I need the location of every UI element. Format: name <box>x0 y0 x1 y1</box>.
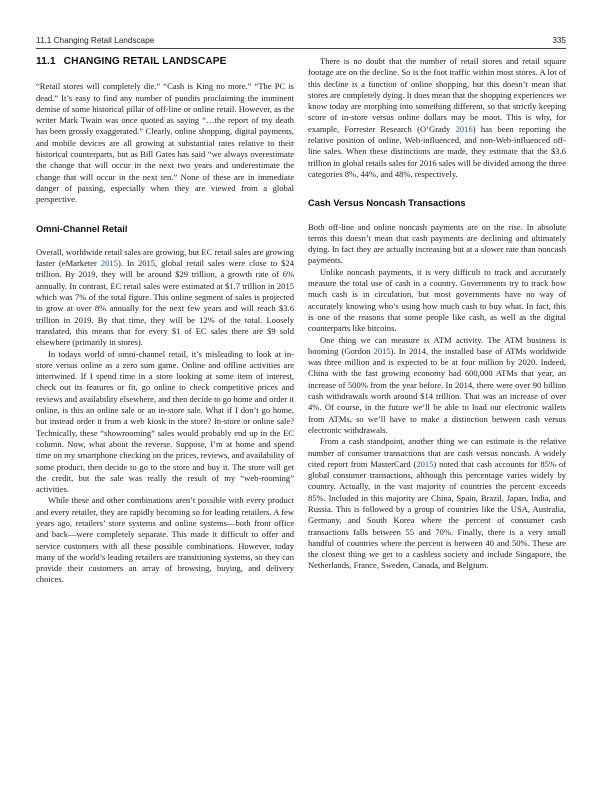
paragraph-cash-2: Unlike noncash payments, it is very difficult to track and accurately measure the total use of cash in a country. Governments try to track how much cash is in circulation, but most governments have no way of accurately knowing who’s using how much cash to buy what. In fact, this is one of the reasons that some people like cash, as well as the digital counterparts like bitcoins. <box>308 266 566 334</box>
left-column <box>36 56 294 586</box>
running-head-section: 11.1 Changing Retail Landscape <box>36 36 155 45</box>
paragraph-intro: “Retail stores will completely die.” “Cash is King no more.” “The PC is dead.” It’s easy to find any number of pundits proclaiming the imminent demise of some historical pillar of off-line or online retail. However, as the writer Mark Twain was once quoted as saying “…the report of my death has been grossly exaggerated.” Clearly, online shopping, digital payments, and mobile devices are all growing at substantial rates relative to their historical counterparts, but as Bill Gates has said “we always overestimate the change that will occur in the next two years and underestimate the change that will occur in the next ten.” None of these are in immediate danger of passing, especially when they are viewed from a global perspective. <box>36 81 294 205</box>
paragraph-omni-1: Overall, worldwide retail sales are growing, but EC retail sales are growing faster (eMarketer 2015). In 2015, global retail sales were close to $24 trillion. By 2019, they will be around $29 trillion, a growth rate of 6% annually. In contrast, EC retail sales were estimated at $1.7 trillion in 2015 which was 7% of the total figure. This online segment of sales is projected to grow at over 8% annually for the next few years and will reach $3.6 trillion in 2019. By that time, they will be 12% of the total. Loosely translated, this means that for every $1 of EC sales there are $9 sold elsewhere (primarily in stores). <box>36 246 294 348</box>
paragraph-stores-decline: There is no doubt that the number of retail stores and retail square footage are on the decline. So is the foot traffic within most stores. A lot of this decline is a function of online shopping, but this doesn’t mean that stores are completely dying. It does mean that the shopping experiences we know today are morphing into something different, so that strictly keeping score of in-store versus online dollars may be moot. This is why, for example, Forrester Research (O’Grady 2016) has been reporting the relative position of online, Web-influenced, and non-Web-influenced off-line sales. When these distinctions are made, they estimate that the $3.6 trillion in global retails sales for 2016 sales will be divided among the three categories 8%, 44%, and 48%, respectively. <box>308 56 567 179</box>
citation-link[interactable]: 2016 <box>455 123 473 134</box>
paragraph-cash-1: Both off-line and online noncash payments are on the rise. In absolute terms this doesn’t mean that cash payments are declining and ultimately dying. In fact they are actually increasing but at a slower rate than noncash payments. <box>308 221 566 266</box>
section-heading <box>36 56 294 67</box>
citation-link[interactable]: 2015 <box>373 345 391 356</box>
citation-link[interactable]: 2015 <box>416 458 434 469</box>
section-title: CHANGING RETAIL LANDSCAPE <box>63 56 227 67</box>
header-rule <box>36 48 566 49</box>
paragraph-omni-3: While these and other combinations aren’t possible with every product and every retailer, they are rapidly becoming so for leading retailers. A few years ago, retailers’ store systems and online systems—both front office and back—were completely separate. This made it difficult to offer and service customers with all these possible combinations. However, today many of the world’s leading retailers are transitioning systems, so they can provide their customers an array of browsing, buying, and delivery choices. <box>36 495 294 585</box>
subheading-omni-channel: Omni-Channel Retail <box>36 223 128 234</box>
paragraph-atm: One thing we can measure is ATM activity. The ATM business is booming (Gordon 2015). In 2014, the installed base of ATMs worldwide was three million and is expected to be at four million by 2020. Indeed, China with the fast growing economy had 600,000 ATMs that year, an increase of 500% from the year before. In 2014, there were over 90 billion cash withdrawals worth around $14 trillion. That was an increase of over 4%. Of course, in the future we’ll be able to load our electronic wallets from ATMs, so we’ll have to make a distinction between cash versus electronic withdrawals. <box>308 334 566 435</box>
page-number: 335 <box>552 36 566 45</box>
right-column <box>308 56 566 572</box>
running-head <box>36 36 566 45</box>
subheading-cash-noncash: Cash Versus Noncash Transactions <box>308 198 466 209</box>
citation-link[interactable]: 2015 <box>100 258 118 269</box>
paragraph-cash-share: From a cash standpoint, another thing we can estimate is the relative number of consumer transactions that are cash versus noncash. A widely cited report from MasterCard (2015) noted that cash accounts for 85% of global consumer transactions, although this percentage varies widely by country. Actually, in the vast majority of countries the percent exceeds 85%. Included in this majority are China, Spain, Brazil, Japan, India, and Russia. This is followed by a group of countries like the USA, Australia, Germany, and South Korea where the percent of consumer cash transactions falls between 55 and 70%. Finally, there is a very small handful of countries where the percent is between 40 and 50%. These are the closest thing we get to a cashless society and include Singapore, the Netherlands, France, Sweden, Canada, and Belgium. <box>308 436 566 571</box>
paragraph-omni-2: In todays world of omni-channel retail, it’s misleading to look at in-store versus online as a zero sum game. Online and offline activities are intertwined. If I spend time in a store looking at some item of interest, check out its features or fit, go online to check competitive prices and reviews and availability elsewhere, and then decide to go home and order it online, is this an online sale or an in-store sale. What if I don’t go home, but instead order it from a web kiosk in the store? In-store or online sale? Technically, these “showrooming” sales would probably end up in the EC column. Now, what about the reverse. Suppose, I’m at home and spend time on my smartphone checking on the prices, reviews, and availability of some product, then decide to go to the store and buy it. The store will get the credit, but the sale was really the result of my “web-rooming” activities. <box>36 348 294 495</box>
section-number: 11.1 <box>36 56 56 67</box>
